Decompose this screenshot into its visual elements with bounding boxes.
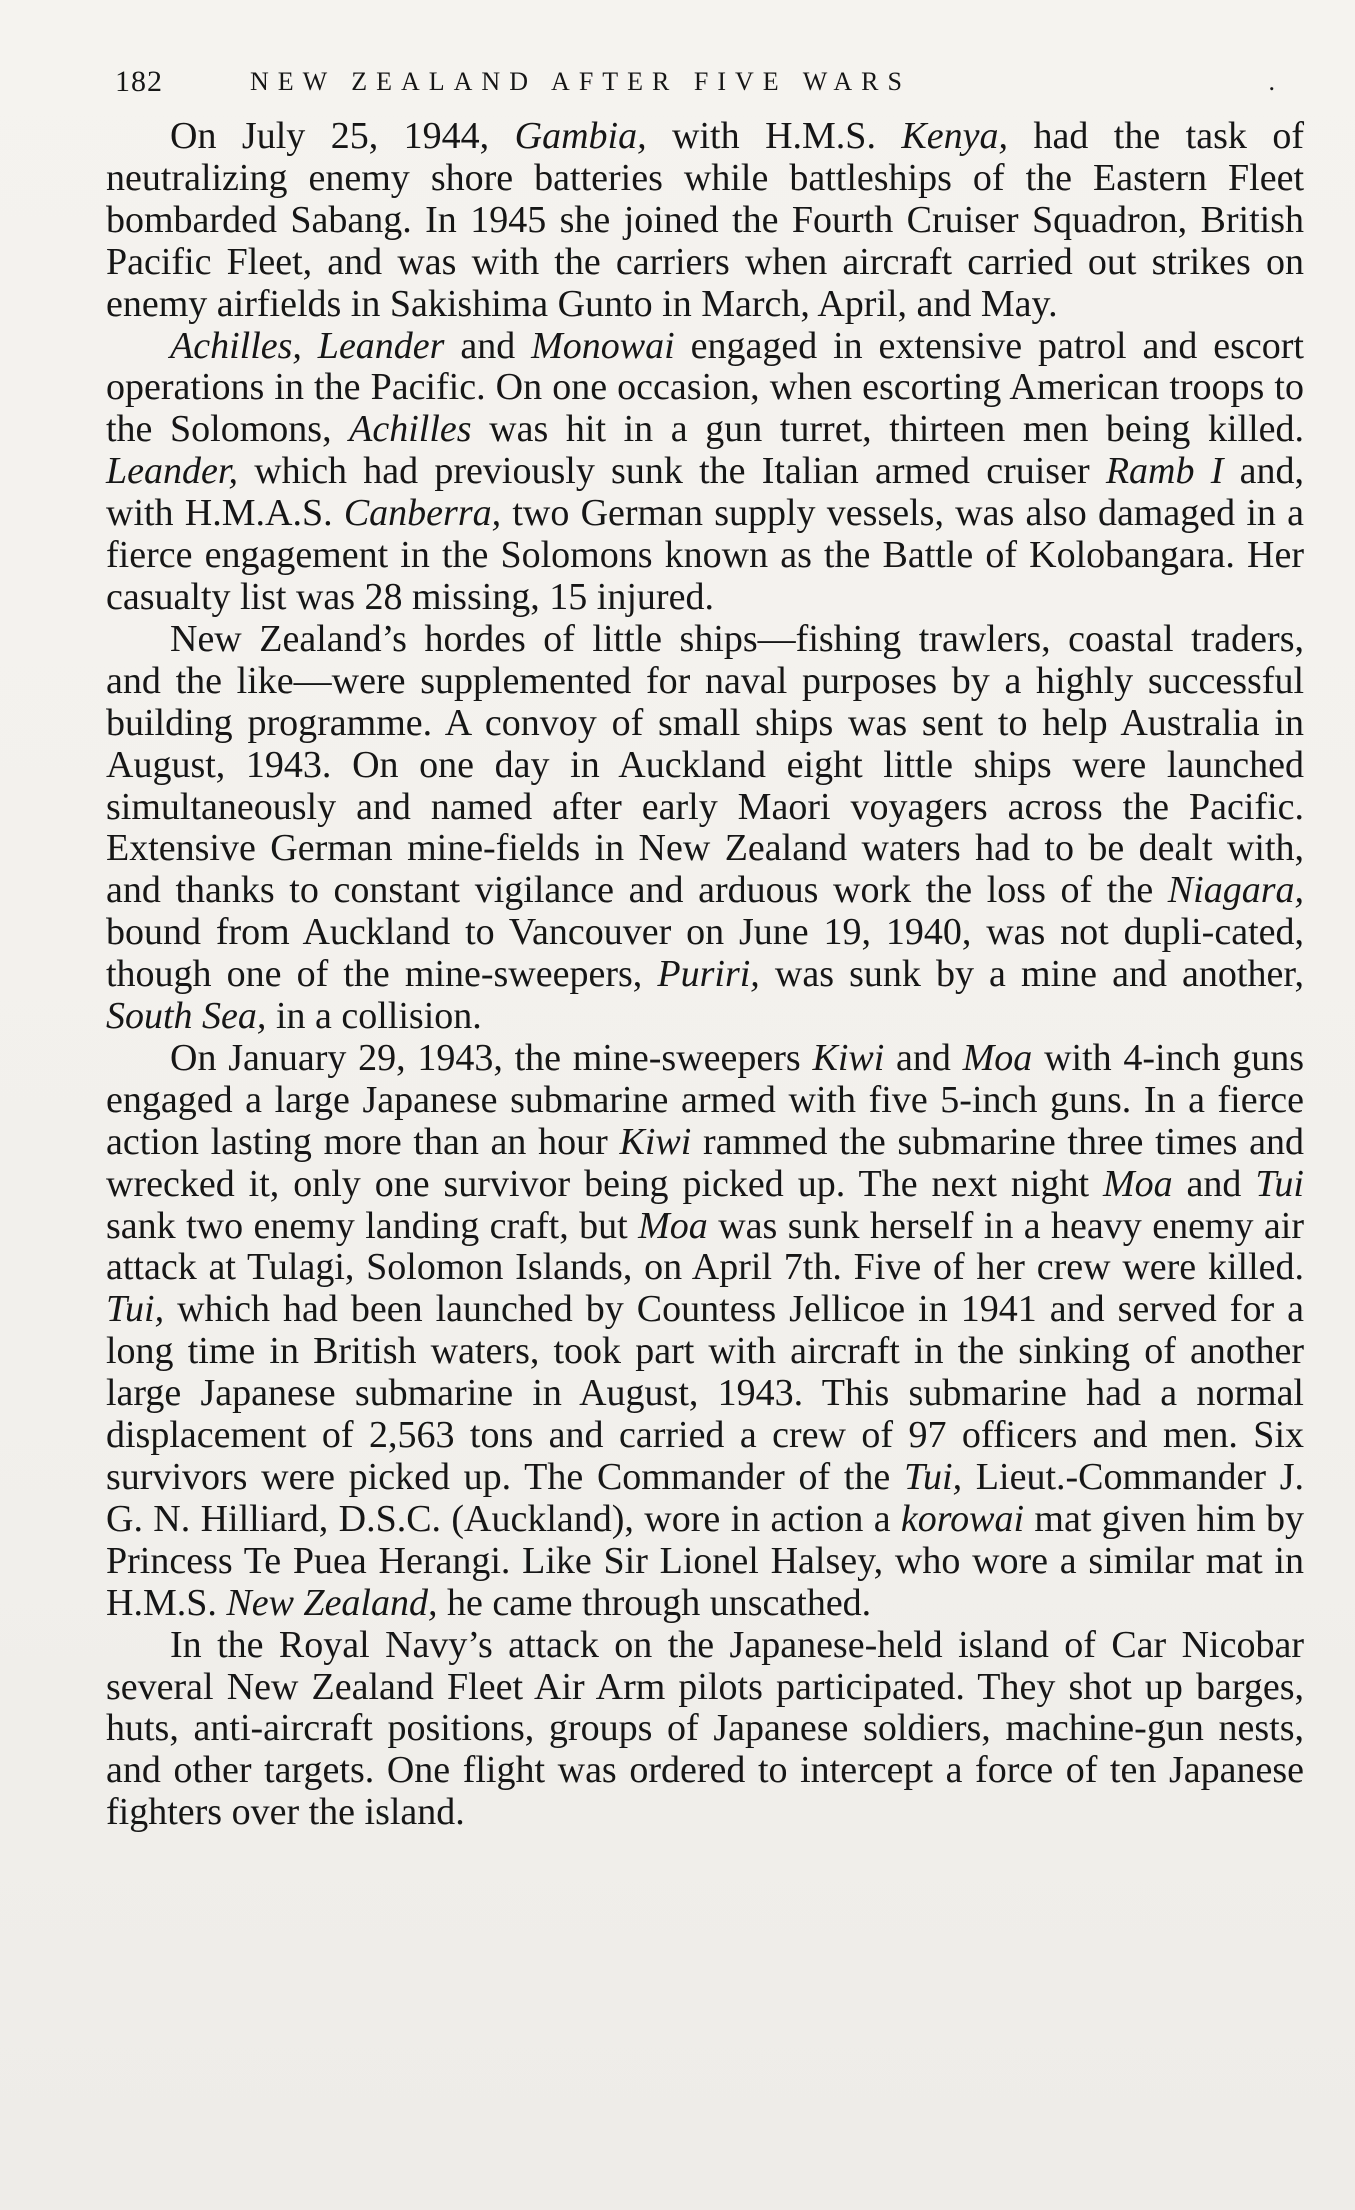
- ship-name: Moa: [638, 1204, 708, 1247]
- text-run: and: [444, 324, 532, 367]
- ship-name: Ramb I: [1105, 450, 1224, 493]
- ship-name: Achilles, Leander: [170, 324, 445, 367]
- ship-name: Gambia,: [514, 115, 647, 157]
- text-run: was sunk herself in a heavy enemy air attack at Tulagi, Solomon Islands, on April 7th. Five of her crew were killed.: [106, 1204, 1304, 1289]
- running-title: NEW ZEALAND AFTER FIVE WARS: [250, 67, 911, 96]
- text-run: bound from Auckland to Vancouver on June 19, 1940, was not dupli-cated, though one of the mine-sweepers,: [106, 911, 1304, 996]
- text-run: On January 29, 1943, the mine-sweepers: [170, 1036, 813, 1079]
- paragraph-gambia: [106, 116, 1304, 326]
- ship-name: Tui,: [106, 1288, 165, 1331]
- ship-name: Canberra,: [343, 492, 502, 535]
- text-run: and: [884, 1036, 963, 1079]
- ship-name: Monowai: [531, 324, 675, 367]
- ship-name: Kenya,: [901, 115, 1008, 157]
- text-run: Lieut.-Commander J. G. N. Hilliard, D.S.C. (Auckland), wore in action a: [106, 1456, 1304, 1540]
- text-run: had the task of neutralizing enemy shore batteries while battleships of the Eastern Fleet bombarded Sabang. In 1945 she joined the Fourth Cruiser Squadron, British Pacific Fleet, and was with the carriers when aircraft carried out strikes on enemy airfields in Sakishima Gunto in March, April, and May.: [106, 115, 1304, 325]
- paragraph-car-nicobar: [106, 1625, 1304, 1835]
- ship-name: Kiwi: [619, 1120, 692, 1163]
- ship-name: South Sea,: [106, 995, 267, 1038]
- paragraph-achilles-leander: [106, 326, 1304, 619]
- text-run: sank two enemy landing craft, but: [106, 1204, 639, 1247]
- text-run: was sunk by a mine and another,: [759, 953, 1304, 996]
- text-run: and, with H.M.A.S.: [106, 450, 1304, 535]
- ship-name: Achilles: [349, 408, 472, 451]
- text-run: he came through unscathed.: [437, 1581, 872, 1624]
- ship-name: Leander,: [106, 450, 238, 493]
- ship-name: Kiwi: [812, 1036, 885, 1079]
- text-run: and: [1172, 1162, 1256, 1205]
- text-run: two German supply vessels, was also damaged in a fierce engagement in the Solomons known as the Battle of Kolobangara. Her casualty list was 28 missing, 15 injured.: [106, 492, 1304, 618]
- text-run: rammed the submarine three times and wrecked it, only one survivor being picked up. The next night: [106, 1120, 1304, 1205]
- page-number: 182: [115, 65, 163, 98]
- text-run: was hit in a gun turret, thirteen men being killed.: [471, 408, 1304, 451]
- ship-name: korowai: [900, 1497, 1025, 1540]
- text-run: engaged in extensive patrol and escort operations in the Pacific. On one occasion, when escorting American troops to the Solomons,: [106, 324, 1304, 451]
- text-run: New Zealand’s hordes of little ships—fishing trawlers, coastal traders, and the like—were supplemented for naval purposes by a highly successful building programme. A convoy of small ships was sent to help Australia in August, 1943. On one day in Auckland eight little ships were launched simultaneously and named after early Maori voyagers across the Pacific. Extensive German mine-fields in New Zealand waters had to be dealt with, and thanks to constant vigilance and arduous work the loss of the: [106, 617, 1304, 912]
- text-run: with 4-inch guns engaged a large Japanese submarine armed with five 5-inch guns. In a fierce action lasting more than an hour: [106, 1036, 1304, 1163]
- ship-name: Niagara,: [1167, 869, 1304, 912]
- paragraph-little-ships: [106, 619, 1304, 1038]
- ship-name: Moa: [962, 1036, 1033, 1079]
- running-head: [115, 60, 1305, 104]
- ship-name: Moa: [1102, 1162, 1173, 1205]
- header-mark: .: [1268, 67, 1275, 96]
- ship-name: New Zealand,: [226, 1581, 438, 1624]
- ship-name: Tui,: [904, 1456, 963, 1498]
- text-run: On July 25, 1944,: [170, 115, 515, 157]
- text-run: in a collision.: [266, 995, 482, 1038]
- text-run: with H.M.S.: [646, 115, 902, 157]
- ship-name: Puriri,: [657, 953, 760, 996]
- text-run: which had been launched by Countess Jellicoe in 1941 and served for a long time in British waters, took part with aircraft in the sinking of another large Japanese submarine in August, 1943. This submarine had a normal displacement of 2,563 tons and carried a crew of 97 officers and men. Six survivors were picked up. The Commander of the: [106, 1288, 1304, 1498]
- paragraph-kiwi-moa: [106, 1038, 1304, 1625]
- body-text: [106, 116, 1304, 1834]
- text-run: which had previously sunk the Italian armed cruiser: [237, 450, 1106, 493]
- text-run: In the Royal Navy’s attack on the Japanese-held island of Car Nicobar several New Zealand Fleet Air Arm pilots participated. They shot up barges, huts, anti-aircraft positions, groups of Japanese soldiers, machine-gun nests, and other targets. One flight was ordered to intercept a force of ten Japanese fighters over the island.: [106, 1623, 1304, 1834]
- text-run: mat given him by Princess Te Puea Herangi. Like Sir Lionel Halsey, who wore a similar mat in H.M.S.: [106, 1497, 1304, 1624]
- ship-name: Tui: [1255, 1162, 1304, 1205]
